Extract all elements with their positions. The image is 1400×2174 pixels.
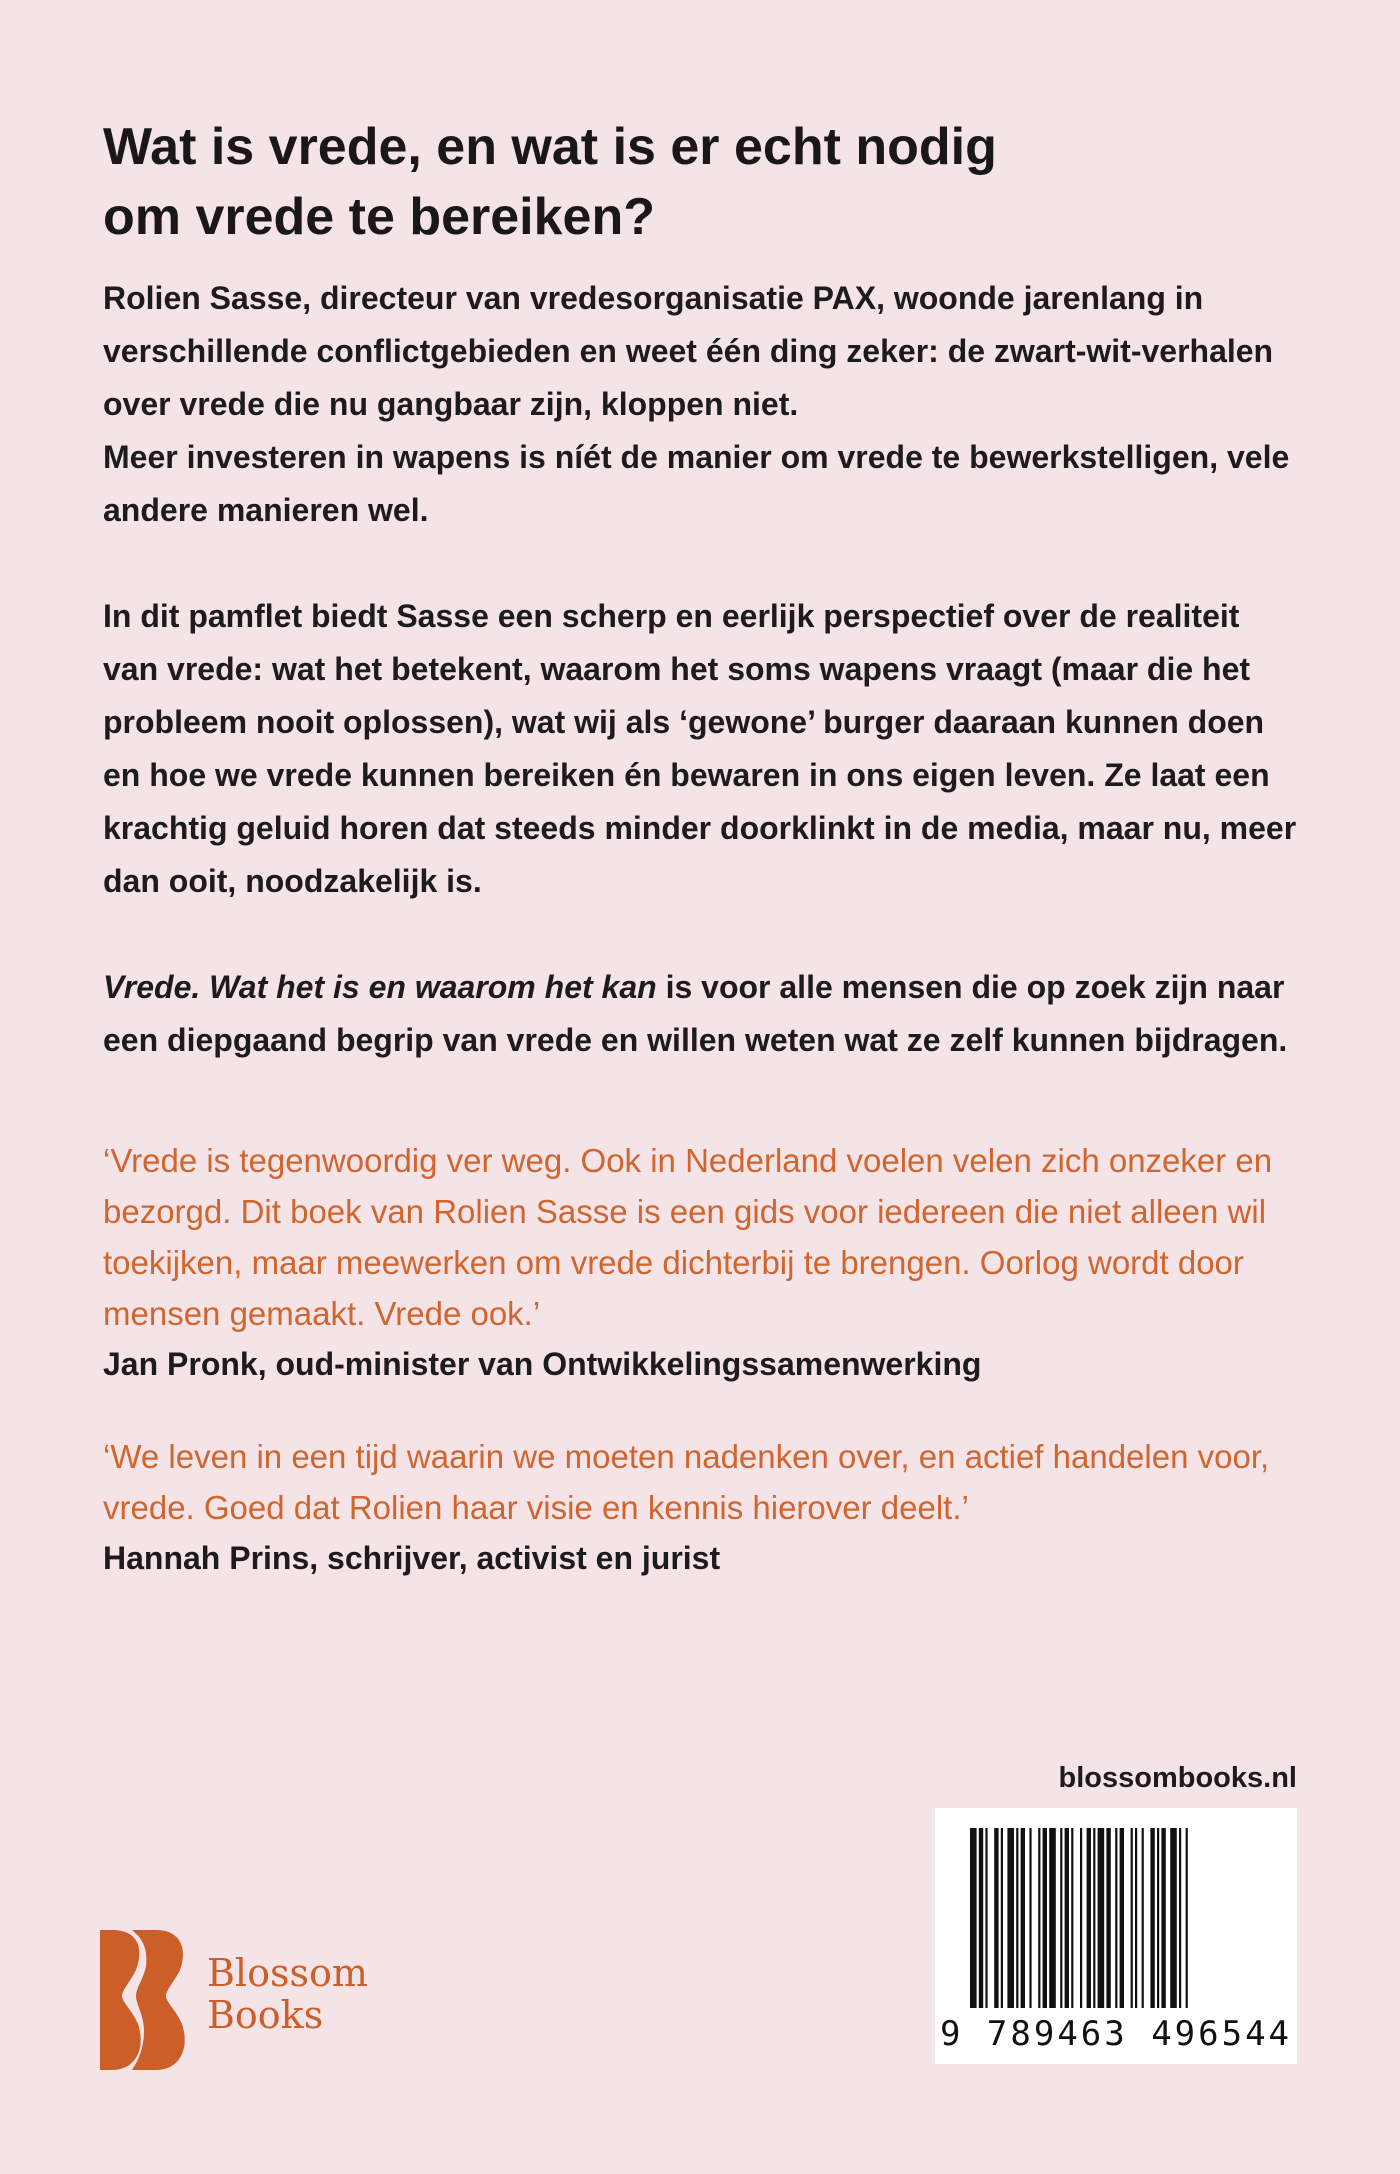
- barcode-bar: [1170, 1828, 1177, 2008]
- headline: [103, 112, 1303, 252]
- blurb-paragraph-3: [103, 961, 1303, 1067]
- barcode-bar: [1157, 1828, 1159, 2008]
- barcode-bar: [1001, 1828, 1003, 2008]
- barcode-bar: [1029, 1828, 1031, 2008]
- barcode-bar: [1087, 1828, 1091, 2008]
- barcode-bar: [1142, 1828, 1144, 2008]
- blurb-paragraph-1: Rolien Sasse, directeur van vredesorganisatie PAX, woonde jarenlang in verschillende conflictgebieden en weet één ding zeker: de zwart-wit-verhalen over vrede die nu gangbaar zijn, kloppen niet.: [103, 280, 1274, 422]
- publisher-name: [207, 1952, 368, 2036]
- barcode-bar: [1106, 1828, 1110, 2008]
- endorsement-2: [103, 1431, 1303, 1584]
- publisher-name-line-2: Books: [207, 1993, 324, 2037]
- blurb: [103, 272, 1303, 1120]
- barcode-bar: [1043, 1828, 1047, 2008]
- publisher-name-line-1: Blossom: [207, 1951, 368, 1995]
- barcode-bar: [1120, 1828, 1124, 2008]
- barcode-bar: [1179, 1828, 1181, 2008]
- blurb-paragraph-2: In dit pamflet biedt Sasse een scherp en eerlijk perspectief over de realiteit van vrede: wat het betekent, waarom het soms wapens vraagt (maar die het probleem nooit oplossen), wat wij als ‘gewone’ burger daaraan kunnen doen en hoe we vrede kunnen bereiken én bewaren in ons eigen leven. Ze laat een krachtig geluid horen dat steeds minder doorklinkt in de media, maar nu, meer dan ooit, noodzakelijk is.: [103, 598, 1297, 899]
- barcode-digits: 9 789463 496544: [939, 2014, 1293, 2054]
- barcode-bar: [1038, 1828, 1040, 2008]
- isbn-barcode: [935, 1808, 1297, 2064]
- publisher-logo: [100, 1930, 400, 2070]
- endorsement-quote: ‘We leven in een tijd waarin we moeten nadenken over, en actief handelen voor, vrede. Goed dat Rolien haar visie en kennis hierover deelt.’: [103, 1438, 1270, 1526]
- barcode-bar: [994, 1828, 998, 2008]
- endorsement-quote: ‘Vrede is tegenwoordig ver weg. Ook in Nederland voelen velen zich onzeker en bezorgd. Dit boek van Rolien Sasse is een gids voor iedereen die niet alleen wil toekijken, maar meewerken om vrede dichterbij te brengen. Oorlog wordt door mensen gemaakt. Vrede ook.’: [103, 1142, 1273, 1332]
- book-title: Vrede. Wat het is en waarom het kan: [103, 969, 657, 1005]
- headline-line-2: om vrede te bereiken?: [103, 188, 655, 246]
- barcode-bar: [979, 1828, 983, 2008]
- barcode-bar: [1060, 1828, 1062, 2008]
- barcode-bars: [970, 1828, 1262, 2008]
- barcode-bar: [1021, 1828, 1025, 2008]
- barcode-bar: [970, 1828, 977, 2008]
- barcode-bar: [1135, 1828, 1137, 2008]
- barcode-bar: [1093, 1828, 1095, 2008]
- barcode-bar: [1007, 1828, 1014, 2008]
- endorsement-attribution: Hannah Prins, schrijver, activist en jurist: [103, 1540, 721, 1576]
- barcode-bar: [1115, 1828, 1117, 2008]
- double-b-logo-icon: [100, 1930, 190, 2070]
- barcode-bar: [1098, 1828, 1105, 2008]
- headline-line-1: Wat is vrede, en wat is er echt nodig: [103, 118, 997, 176]
- publisher-website: blossombooks.nl: [1058, 1762, 1297, 1794]
- endorsement-attribution: Jan Pronk, oud-minister van Ontwikkelingssamenwerking: [103, 1346, 982, 1382]
- barcode-bar: [1065, 1828, 1069, 2008]
- barcode-bar: [1071, 1828, 1073, 2008]
- barcode-bar: [1161, 1828, 1165, 2008]
- barcode-bar: [1131, 1828, 1133, 2008]
- barcode-bar: [1016, 1828, 1018, 2008]
- barcode-bar: [1150, 1828, 1154, 2008]
- blurb-paragraph-3-text: is voor alle mensen die op zoek zijn naar een diepgaand begrip van vrede en willen weten wat ze zelf kunnen bijdragen.: [103, 969, 1288, 1058]
- barcode-bar: [985, 1828, 987, 2008]
- barcode-bar: [1049, 1828, 1056, 2008]
- barcode-bar: [1186, 1828, 1188, 2008]
- blurb-paragraph-1b: Meer investeren in wapens is níét de manier om vrede te bewerkstelligen, vele andere manieren wel.: [103, 439, 1290, 528]
- endorsement-1: [103, 1135, 1303, 1390]
- barcode-bar: [1080, 1828, 1082, 2008]
